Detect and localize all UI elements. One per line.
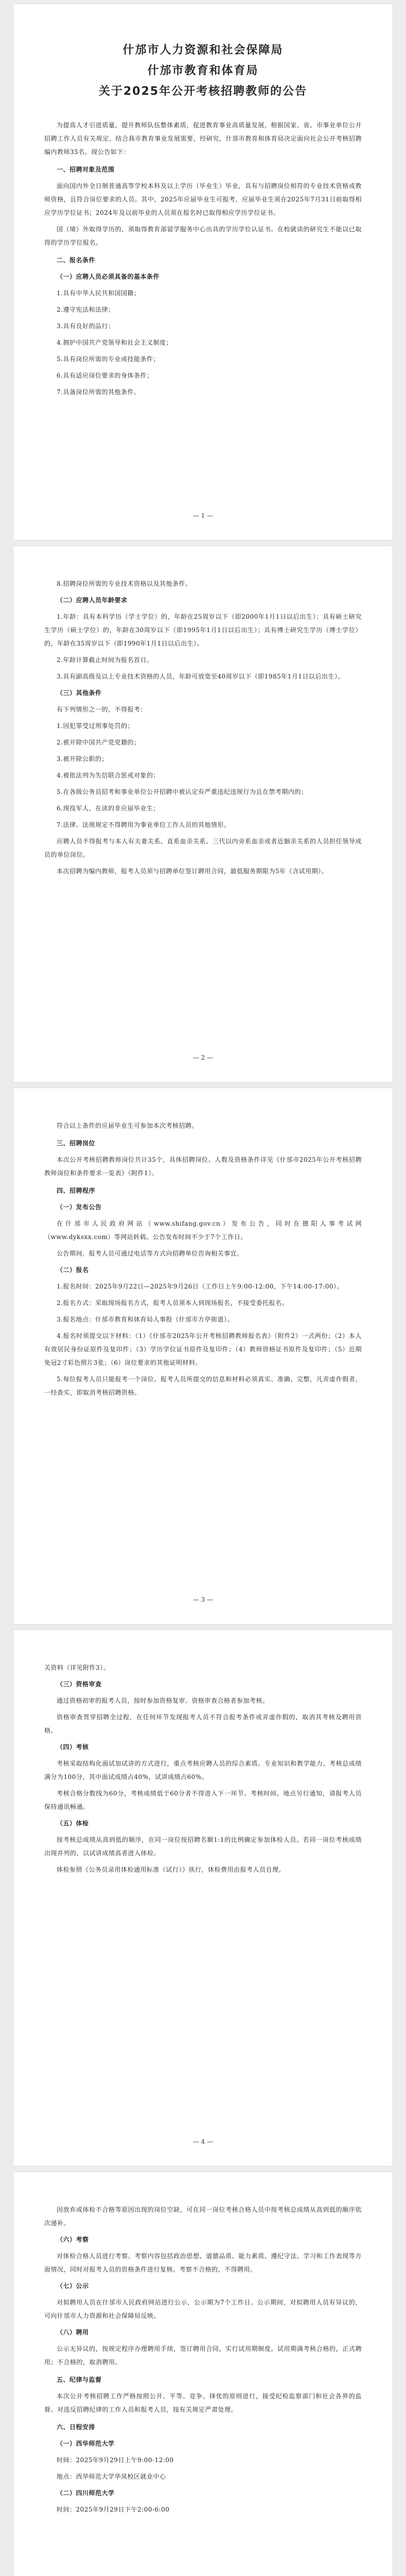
list-item: 3.具有良好的品行；	[57, 323, 115, 330]
list-item: 2.被开除中国共产党党籍的；	[57, 739, 140, 746]
list-item: 6.具有适应岗位要求的身体条件；	[57, 372, 153, 379]
paragraph: 对拟聘用人员在什邡市人民政府网站进行公示，公示期为7个工作日。公示期间，对拟聘用人员有异议的，可向什邡市人力资源和社会保障局反映。	[44, 2299, 362, 2319]
subsection-heading: （二）报名	[57, 1266, 89, 1274]
subsection-heading: （一）发布公告	[57, 1204, 102, 1211]
list-item: 7.法律、法规规定不得聘用为事业单位工作人员的其他情形。	[57, 821, 231, 828]
section-heading: 六、日程安排	[57, 2424, 96, 2431]
list-item: 4.拥护中国共产党领导和社会主义制度；	[57, 339, 172, 346]
page-number: — 3 —	[192, 1596, 214, 1603]
section-heading: 四、招聘程序	[57, 1187, 96, 1194]
paragraph: 面向国内外全日制普通高等学校本科及以上学历（毕业生）毕业，具有与招聘岗位相符的专业技术资格或教师资格，且符合岗位要求的人员。其中，2025年应届毕业生可报考，应届毕业生须在2025年7月31日前取得相应学历学位证书；2024年及以前毕业的人员须在报名时已取得相应学历学位证书。	[44, 182, 362, 216]
list-item: 4.被依法列为失信联合惩戒对象的；	[57, 772, 160, 779]
paragraph: 4.报名时须提交以下材料：（1）《什邡市2025年公开考核招聘教师报名表》（附件2）一式两份；（2）本人有效居民身份证原件及复印件；（3）学历学位证书原件及复印件；（4）教师资格证书原件及复印件；（5）近期免冠2寸彩色照片3张；（6）岗位要求的其他证明材料。	[44, 1332, 362, 1366]
paragraph: 有下列情形之一的，不得报考：	[57, 706, 147, 713]
subsection-heading: （二）四川师范大学	[57, 2489, 115, 2497]
page-4-content	[13, 1630, 393, 1876]
paragraph: 1.年龄：具有本科学历（学士学位）的，年龄在25周岁以下（即2000年1月1日以后出生）；具有硕士研究生学历（硕士学位）的，年龄在30周岁以下（即1995年1月1日以后出生）；具有博士研究生学历（博士学位）的，年龄在35周岁以下（即1990年1月1日以后出生）。	[44, 613, 362, 647]
paragraph: 通过资格初审的报考人员，按时参加资格复审。资格审查合格者参加考核。	[57, 1697, 269, 1704]
title-line-2: 什邡市教育和体育局	[147, 64, 259, 77]
paragraph: 2.年龄计算截止时间为报名首日。	[57, 656, 153, 664]
paragraph: 地点：西华师范大学华凤校区就业中心	[57, 2473, 166, 2480]
page-2-content	[13, 546, 393, 878]
subsection-heading: （一）应聘人员必须具备的基本条件	[57, 273, 160, 280]
paragraph: 关资料（详见附件3）。	[44, 1664, 110, 1671]
intro-paragraph: 为提高人才引进质量，提升教师队伍整体素质，促进教育事业高质量发展，根据国家、省、市事业单位公开招聘工作人员有关规定，结合我市教育事业发展需要，经研究，什邡市教育和体育局决定面向社会公开考核招聘编内教师35名。现公告如下：	[44, 122, 362, 156]
section-heading: 三、招聘岗位	[57, 1140, 96, 1147]
subsection-heading: （一）西华师范大学	[57, 2440, 115, 2447]
paragraph: 时间：2025年9月29日下午2:00-6:00	[57, 2506, 170, 2513]
paragraph: 8.招聘岗位所需的专业技术资格以及其他条件。	[57, 580, 192, 587]
page-number: — 4 —	[192, 2138, 214, 2145]
section-heading: 二、报名条件	[57, 257, 96, 264]
paragraph: 因放弃或体检不合格等原因出现的岗位空缺，可在同一岗位考核合格人员中按考核总成绩从高到低的顺序依次递补。	[44, 2206, 362, 2227]
list-item: 3.被开除公职的；	[57, 755, 108, 762]
document-page-2	[13, 546, 393, 1082]
paragraph: 本次招聘为编内教师，报考人员须与招聘单位签订聘用合同，最低服务期限为5年（含试用期）。	[57, 868, 328, 875]
section-heading: 一、招聘对象及范围	[57, 166, 115, 173]
document-page-1	[13, 4, 393, 540]
paragraph: 应聘人员不得报考与本人有夫妻关系、直系血亲关系、三代以内旁系血亲或者近姻亲关系的人员担任领导成员的单位岗位。	[44, 838, 362, 858]
list-item: 1.因犯罪受过刑事处罚的；	[57, 722, 134, 730]
paragraph: 考核合格分数线为60分，考核成绩低于60分者不得进入下一环节。考核时间、地点另行通知，请报考人员保持通讯畅通。	[44, 1790, 362, 1810]
list-item: 5.具有岗位所需的专业或技能条件；	[57, 355, 160, 363]
paragraph: 2.报名方式：采取现场报名方式，报考人员须本人到现场报名，不接受委托报名。	[57, 1299, 288, 1307]
paragraph: 公告期间，报考人员可通过电话等方式向招聘单位咨询相关事宜。	[57, 1250, 243, 1257]
subsection-heading: （五）体检	[57, 1820, 89, 1827]
subsection-heading: （八）聘用	[57, 2329, 89, 2336]
document-page-5	[13, 2172, 393, 2576]
subsection-heading: （二）应聘人员年龄要求	[57, 597, 128, 604]
page-5-content	[13, 2172, 393, 2516]
document-title	[13, 4, 393, 118]
paragraph: 本次公开考核招聘教师岗位共计35个，具体招聘岗位、人数及资格条件详见《什邡市2025年公开考核招聘教师岗位和条件要求一览表》（附件1）。	[44, 1156, 362, 1177]
list-item: 7.具备岗位所需的其他条件。	[57, 388, 140, 396]
paragraph: 体检参照《公务员录用体检通用标准（试行）》执行，体检费用由报考人员自理。	[57, 1866, 286, 1873]
list-item: 6.现役军人、在读的非应届毕业生；	[57, 805, 160, 812]
paragraph: 3.具有副高级及以上专业技术资格的人员，年龄可放宽至40周岁以下（即1985年1月1日以后出生）。	[57, 673, 345, 680]
paragraph: 3.报名地点：什邡市教育和体育局人事股（什邡市方亭街道）。	[57, 1316, 234, 1323]
list-item: 1.具有中华人民共和国国籍；	[57, 290, 140, 297]
paragraph: 资格审查贯穿招聘全过程，在任何环节发现报考人员不符合报考条件或弄虚作假的，取消其考核及聘用资格。	[44, 1714, 362, 1734]
paragraph: 符合以上条件的应届毕业生可参加本次考核招聘。	[57, 1122, 199, 1129]
list-item: 5.在各级公务员招考和事业单位公开招聘中被认定有严重违纪违规行为且在禁考期内的；	[57, 788, 308, 795]
paragraph: 1.报名时间：2025年9月22日—2025年9月26日（工作日上午9:00-12:00，下午14:00-17:00）。	[57, 1283, 344, 1290]
paragraph: 5.每位报考人员只能报考一个岗位。报考人员所提交的信息和材料必须真实、准确、完整，凡弄虚作假者，一经查实，即取消考核招聘资格。	[44, 1376, 362, 1396]
paragraph: 按考核总成绩从高到低的顺序，在同一岗位按招聘名额1:1的比例确定参加体检人员。若同一岗位考核成绩出现并列的，以试讲成绩高者进入体检。	[44, 1836, 362, 1857]
document-page-4	[13, 1630, 393, 2166]
subsection-heading: （三）资格审查	[57, 1681, 102, 1688]
list-item: 2.遵守宪法和法律；	[57, 306, 115, 313]
page-1-content	[13, 118, 393, 399]
page-number: — 2 —	[192, 1054, 214, 1061]
paragraph: 考核采取结构化面试加试讲的方式进行，重点考核应聘人员的综合素质、专业知识和教学能力。考核总成绩满分为100分，其中面试成绩占40%，试讲成绩占60%。	[44, 1760, 362, 1781]
page-3-content	[13, 1088, 393, 1399]
document-page-3	[13, 1088, 393, 1624]
paragraph: 对体检合格人员进行考察。考察内容包括政治思想、道德品质、能力素质、遵纪守法、学习和工作表现等方面情况，同时对报考人员的资格条件进行复核。考察不合格的，不得聘用。	[44, 2252, 362, 2273]
page-number: — 1 —	[192, 512, 214, 519]
title-line-3: 关于2025年公开考核招聘教师的公告	[98, 85, 308, 98]
paragraph: 在什邡市人民政府网站（www.shifang.gov.cn）发布公告，同时在德阳人事考试网（www.dyksxx.com）等网站转载。公告发布时间不少于7个工作日。	[44, 1220, 362, 1241]
paragraph: 国（境）外取得学历的，须取得教育部留学服务中心出具的学历学位认证书。在校就读的研究生不能以已取得的学历学位报名。	[44, 226, 362, 246]
title-line-1: 什邡市人力资源和社会保障局	[122, 44, 284, 57]
paragraph: 公示无异议的，按规定程序办理聘用手续，签订聘用合同，实行试用期制度。试用期满考核合格的，正式聘用；不合格的，取消聘用。	[44, 2345, 362, 2366]
paragraph: 时间：2025年9月29日上午9:00-12:00	[57, 2456, 174, 2464]
subsection-heading: （三）其他条件	[57, 689, 102, 697]
subsection-heading: （七）公示	[57, 2282, 89, 2290]
section-heading: 五、纪律与监督	[57, 2376, 102, 2383]
paragraph: 本次公开考核招聘工作严格按照公开、平等、竞争、择优的原则进行，接受纪检监察部门和社会各界的监督。对违反招聘纪律的工作人员和报考人员，按有关规定严肃处理。	[44, 2393, 362, 2413]
subsection-heading: （六）考察	[57, 2236, 89, 2243]
subsection-heading: （四）考核	[57, 1743, 89, 1751]
